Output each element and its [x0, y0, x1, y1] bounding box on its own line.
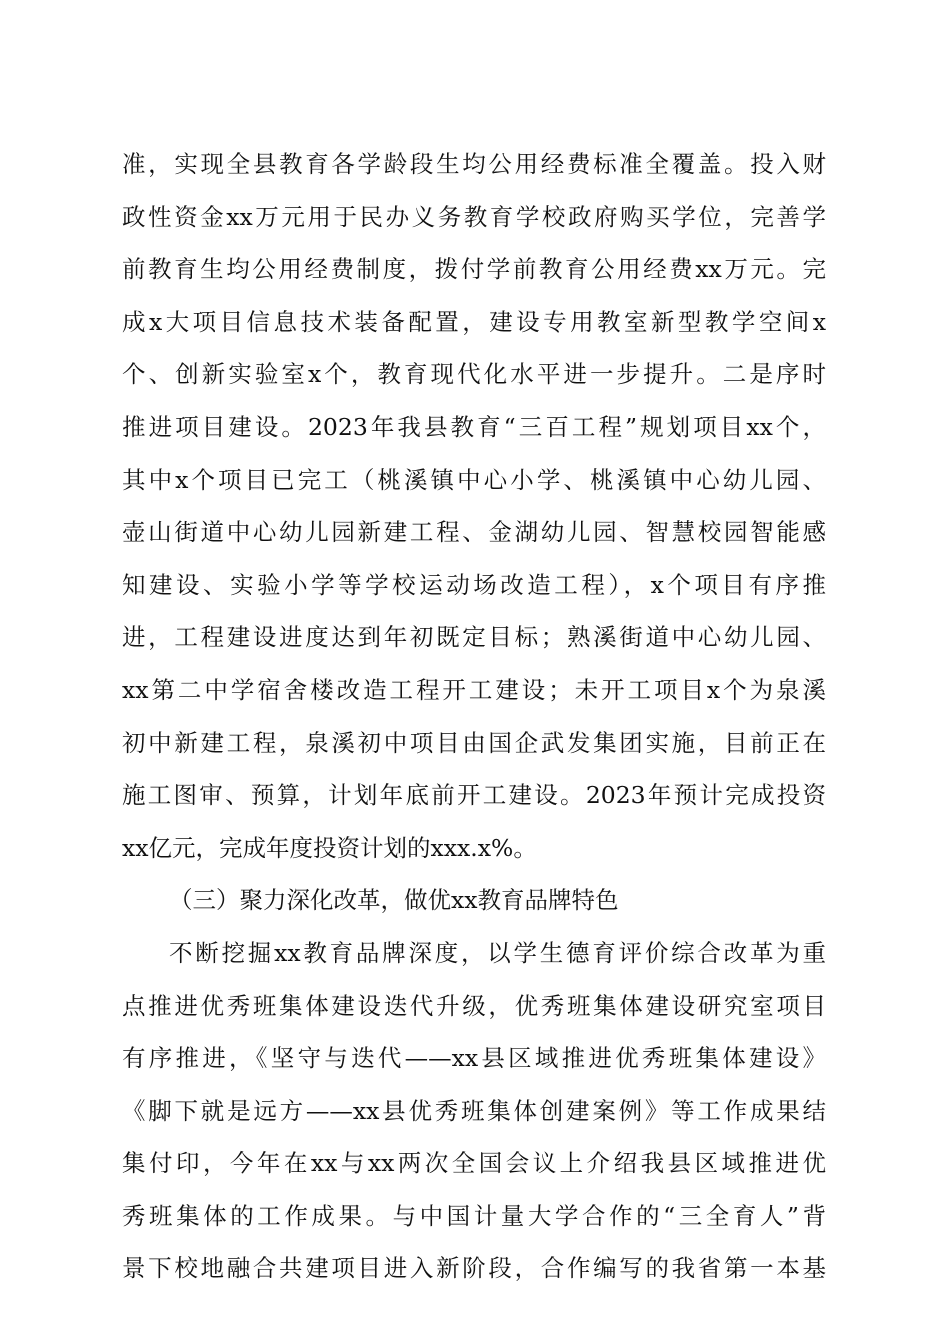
paragraph-line: 初中新建工程，泉溪初中项目由国企武发集团实施，目前正在: [122, 728, 826, 757]
paragraph-line: 个、创新实验室x个，教育现代化水平进一步提升。二是序时: [122, 360, 826, 389]
paragraph-line: 点推进优秀班集体建设迭代升级，优秀班集体建设研究室项目: [122, 991, 826, 1020]
paragraph-line: 景下校地融合共建项目进入新阶段，合作编写的我省第一本基: [122, 1254, 826, 1283]
section-heading: （三）聚力深化改革，做优xx教育品牌特色: [169, 886, 619, 915]
paragraph-line: 施工图审、预算，计划年底前开工建设。2023年预计完成投资: [122, 781, 826, 810]
paragraph-line: xx亿元，完成年度投资计划的xxx.x%。: [122, 833, 537, 862]
paragraph-line: 秀班集体的工作成果。与中国计量大学合作的“三全育人”背: [122, 1201, 826, 1230]
paragraph-1: [122, 138, 826, 874]
paragraph-line: 推进项目建设。2023年我县教育“三百工程”规划项目xx个，: [122, 412, 826, 441]
paragraph-line: xx第二中学宿舍楼改造工程开工建设；未开工项目x个为泉溪: [122, 675, 826, 704]
paragraph-line: 知建设、实验小学等学校运动场改造工程），x个项目有序推: [122, 570, 826, 599]
paragraph-line: 《脚下就是远方——xx县优秀班集体创建案例》等工作成果结: [122, 1096, 826, 1125]
paragraph-line: 准，实现全县教育各学龄段生均公用经费标准全覆盖。投入财: [122, 150, 826, 178]
paragraph-line: 前教育生均公用经费制度，拨付学前教育公用经费xx万元。完: [122, 255, 826, 284]
paragraph-line: 有序推进，《坚守与迭代——xx县区域推进优秀班集体建设》: [122, 1044, 826, 1073]
paragraph-2: [122, 927, 826, 1295]
paragraph-line: 政性资金xx万元用于民办义务教育学校政府购买学位，完善学: [122, 202, 826, 231]
paragraph-line: 其中x个项目已完工（桃溪镇中心小学、桃溪镇中心幼儿园、: [122, 465, 826, 494]
paragraph-line: 不断挖掘xx教育品牌深度，以学生德育评价综合改革为重: [169, 938, 826, 967]
paragraph-line: 进，工程建设进度达到年初既定目标；熟溪街道中心幼儿园、: [122, 623, 826, 652]
paragraph-line: 壶山街道中心幼儿园新建工程、金湖幼儿园、智慧校园智能感: [122, 518, 826, 547]
paragraph-line: 集付印，今年在xx与xx两次全国会议上介绍我县区域推进优: [122, 1149, 826, 1178]
paragraph-line: 成x大项目信息技术装备配置，建设专用教室新型教学空间x: [122, 307, 826, 336]
document-body: [122, 138, 826, 1295]
